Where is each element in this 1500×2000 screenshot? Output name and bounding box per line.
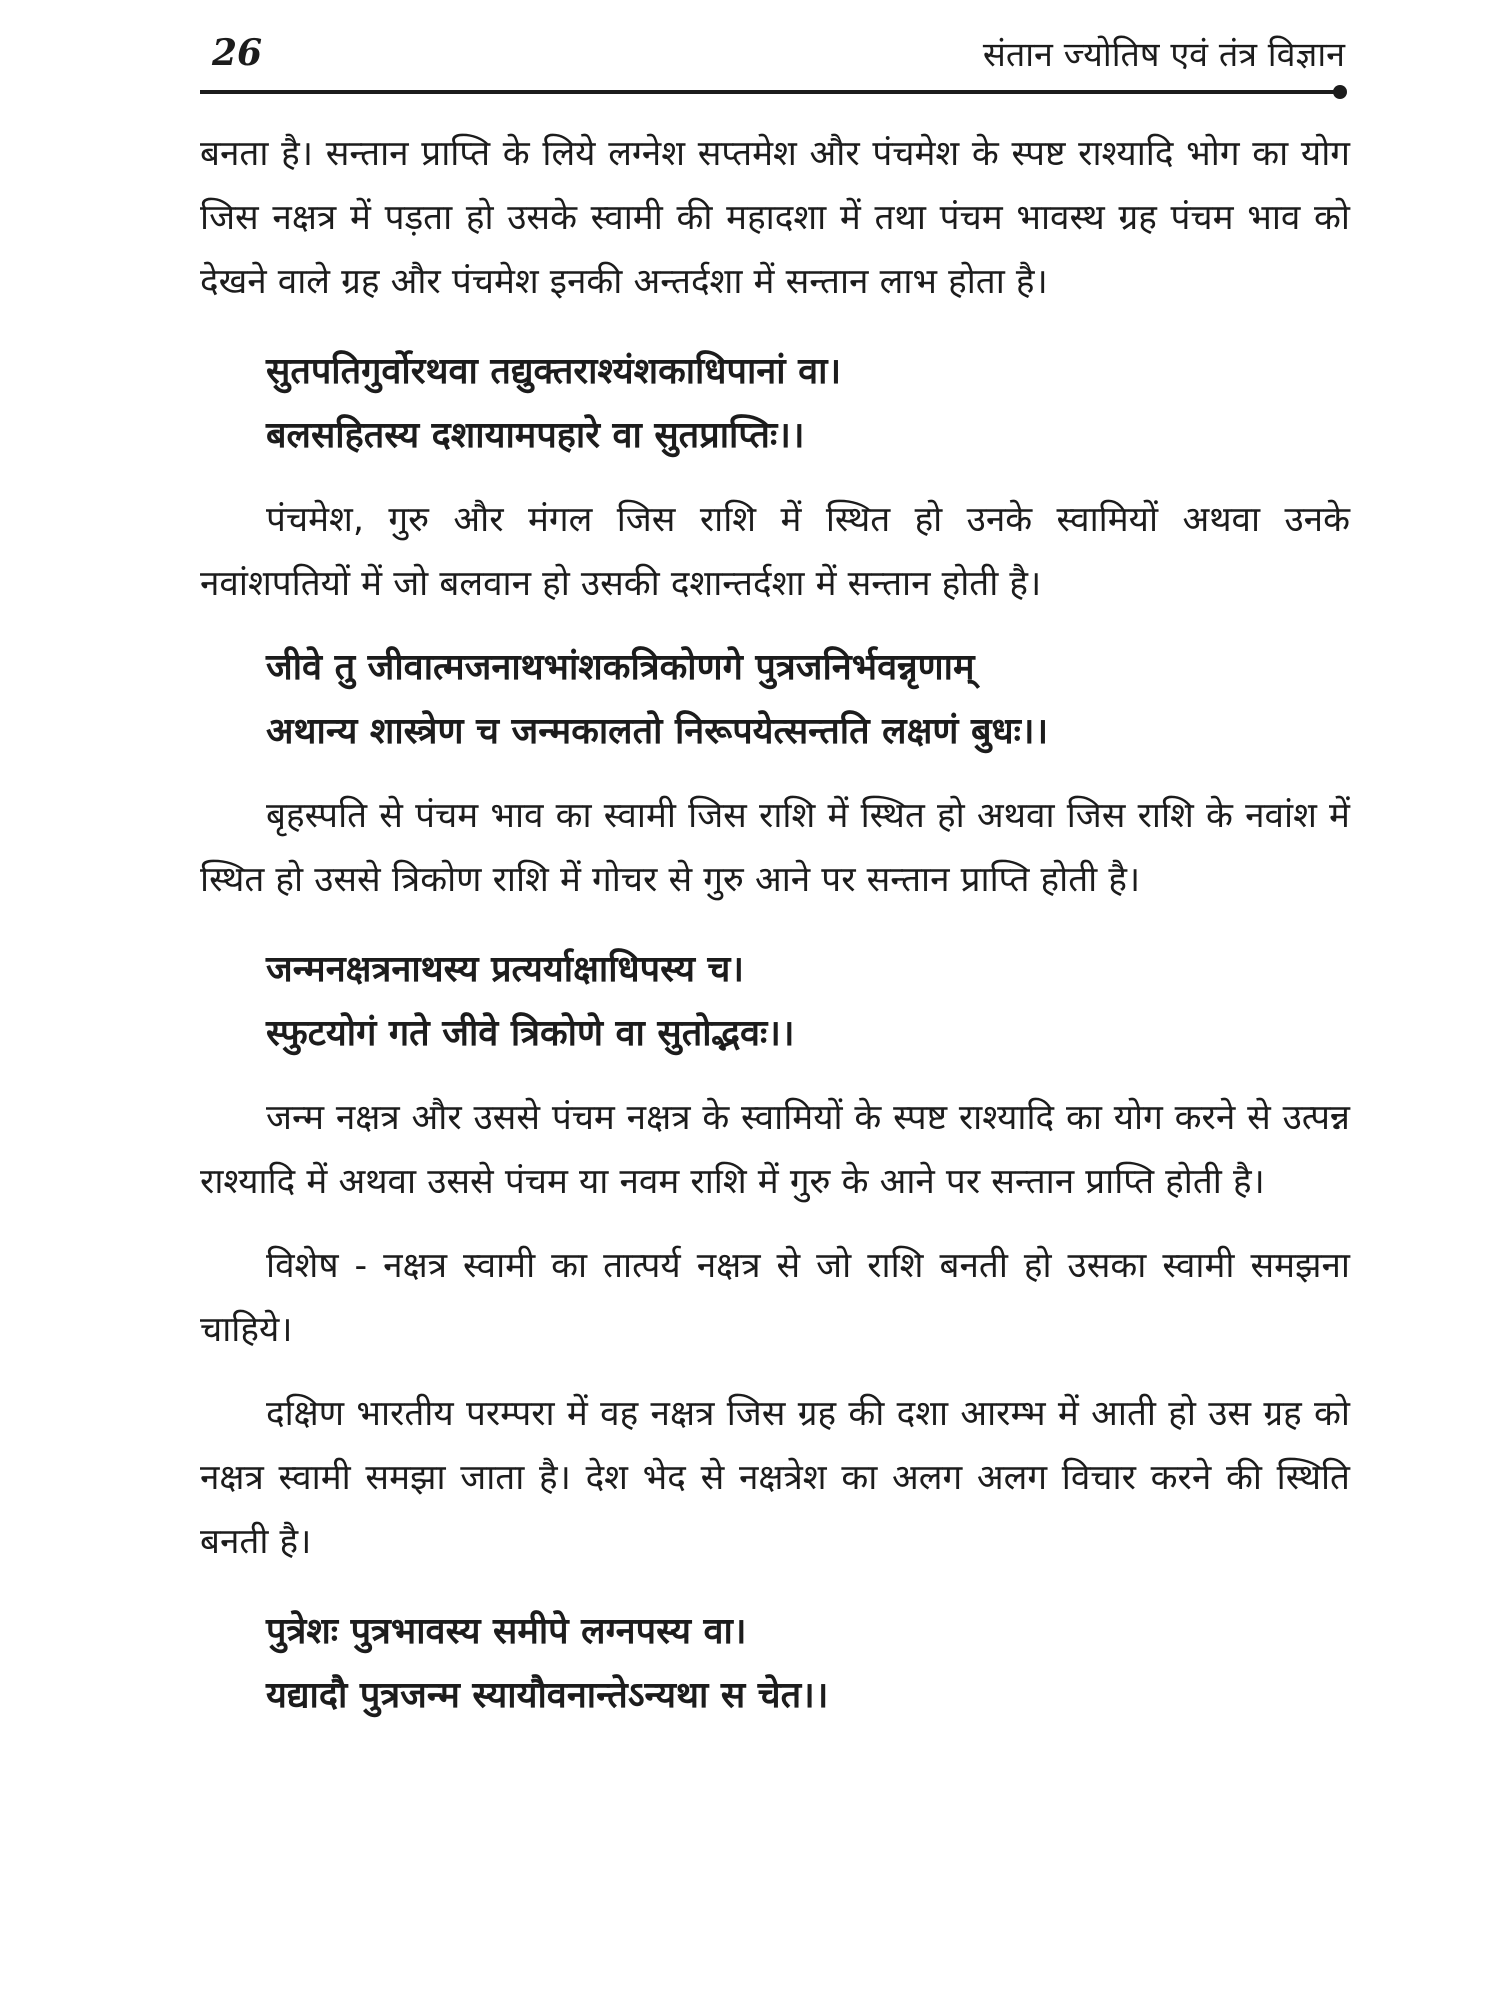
page-number: 26 (212, 32, 263, 74)
verse-line: स्फुटयोगं गते जीवे त्रिकोणे वा सुतोद्भवः।। (266, 1013, 795, 1054)
paragraph-3: बृहस्पति से पंचम भाव का स्वामी जिस राशि में स्थित हो अथवा जिस राशि के नवांश में स्थित हो उससे त्रिकोण राशि में गोचर से गुरु आने पर सन्तान प्राप्ति होती है। (200, 796, 1350, 900)
verse-line: बलसहितस्य दशायामपहारे वा सुतप्राप्तिः।। (266, 415, 805, 456)
verse-4 (200, 1600, 1350, 1728)
verse-line: पुत्रेशः पुत्रभावस्य समीपे लग्नपस्य वा। (266, 1611, 747, 1652)
verse-2 (200, 636, 1350, 764)
verse-1 (200, 340, 1350, 468)
paragraph-2: पंचमेश, गुरु और मंगल जिस राशि में स्थित हो उनके स्वामियों अथवा उनके नवांशपतियों में जो बलवान हो उसकी दशान्तर्दशा में सन्तान होती है। (200, 500, 1350, 604)
verse-line: अथान्य शास्त्रेण च जन्मकालतो निरूपयेत्सन्तति लक्षणं बुधः।। (266, 711, 1049, 752)
running-title: संतान ज्योतिष एवं तंत्र विज्ञान (982, 35, 1345, 75)
page-header (200, 30, 1345, 88)
verse-line: यद्यादौ पुत्रजन्म स्यायौवनान्तेऽन्यथा स चेत।। (266, 1675, 829, 1716)
verse-line: सुतपतिगुर्वोरथवा तद्युक्तराश्यंशकाधिपानां वा। (266, 351, 842, 392)
header-rule-dot (1333, 85, 1347, 99)
verse-line: जीवे तु जीवात्मजनाथभांशकत्रिकोणगे पुत्रजनिर्भवन्नृणाम् (266, 647, 975, 688)
verse-line: जन्मनक्षत्रनाथस्य प्रत्यर्याक्षाधिपस्य च। (266, 949, 745, 990)
paragraph-6: दक्षिण भारतीय परम्परा में वह नक्षत्र जिस ग्रह की दशा आरम्भ में आती हो उस ग्रह को नक्षत्र स्वामी समझा जाता है। देश भेद से नक्षत्रेश का अलग अलग विचार करने की स्थिति बनती है। (200, 1394, 1350, 1562)
paragraph-1: बनता है। सन्तान प्राप्ति के लिये लग्नेश सप्तमेश और पंचमेश के स्पष्ट राश्यादि भोग का योग जिस नक्षत्र में पड़ता हो उसके स्वामी की महादशा में तथा पंचम भावस्थ ग्रह पंचम भाव को देखने वाले ग्रह और पंचमेश इनकी अन्तर्दशा में सन्तान लाभ होता है। (200, 134, 1350, 302)
header-rule (200, 90, 1340, 94)
verse-3 (200, 938, 1350, 1066)
paragraph-4: जन्म नक्षत्र और उससे पंचम नक्षत्र के स्वामियों के स्पष्ट राश्यादि का योग करने से उत्पन्न राश्यादि में अथवा उससे पंचम या नवम राशि में गुरु के आने पर सन्तान प्राप्ति होती है। (200, 1098, 1350, 1202)
paragraph-note: विशेष - नक्षत्र स्वामी का तात्पर्य नक्षत्र से जो राशि बनती हो उसका स्वामी समझना चाहिये। (200, 1246, 1350, 1350)
page-body (200, 122, 1350, 1728)
